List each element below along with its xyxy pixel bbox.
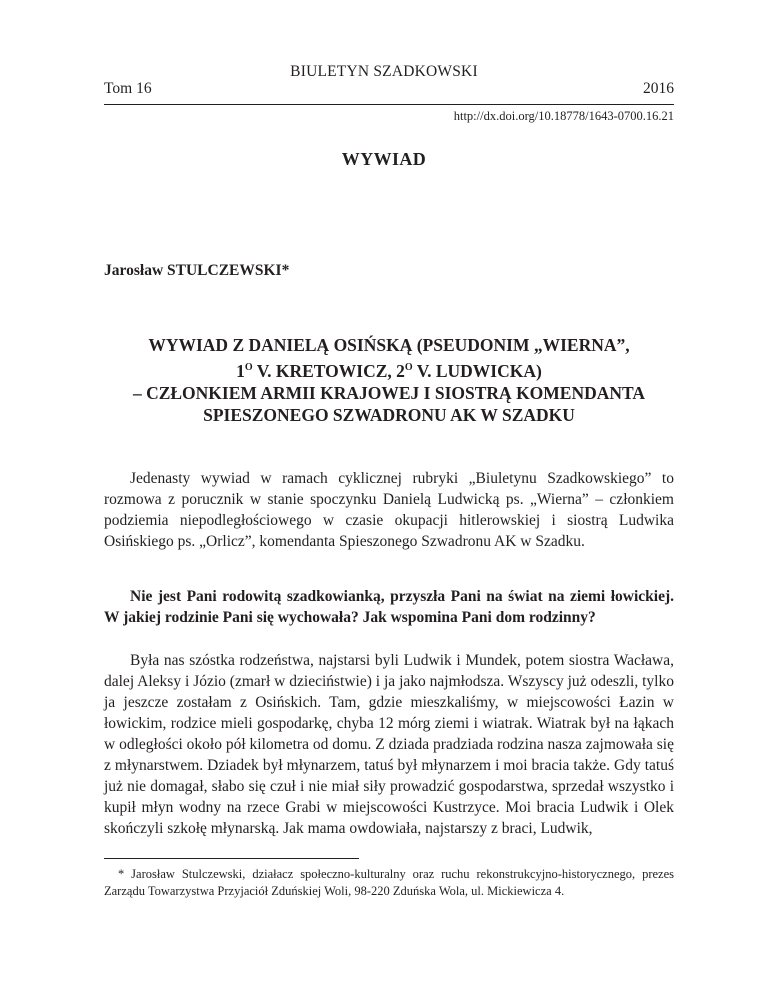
title-line-2-part-a: 1	[236, 360, 245, 381]
title-superscript-1: O	[244, 361, 253, 373]
section-heading: WYWIAD	[341, 149, 427, 169]
journal-title: BIULETYN SZADKOWSKI	[290, 63, 478, 80]
article-title	[104, 334, 674, 427]
footnote-rule	[104, 858, 359, 859]
title-line-3: – CZŁONKIEM ARMII KRAJOWEJ I SIOSTRĄ KOMENDANTA	[132, 382, 646, 403]
interview-question: Nie jest Pani rodowitą szadkowianką, przyszła Pani na świat na ziemi łowickiej. W jakiej rodzinie Pani się wychowała? Jak wspomina Pani dom rodzinny?	[104, 588, 674, 626]
header-rule	[104, 104, 674, 105]
interview-answer: Była nas szóstka rodzeństwa, najstarsi byli Ludwik i Mundek, potem siostra Wacława, dalej Aleksy i Józio (zmarł w dzieciństwie) i ja jako najmłodsza. Wszyscy już odeszli, tylko ja jeszcze zostałam z Osińskich. Tam, gdzie mieszkaliśmy, w miejscowości Łazin w łowickim, rodzice mieli gospodarkę, chyba 12 mórg ziemi i wiatrak. Wiatrak był na łąkach w odległości około pół kilometra od domu. Z dziada pradziada rodzina nasza zajmowała się z młynarstwem. Dziadek był młynarzem, tatuś był młynarzem i moi bracia także. Gdy tatuś już nie domagał, słabo się czuł i nie miał siły prowadzić gospodarstwa, sprzedał wszystko i kupił młyn wodny na rzece Grabi w miejscowości Kustrzyce. Moi bracia Ludwik i Olek skończyli szkołę młynarską. Jak mama owdowiała, najstarszy z braci, Ludwik,	[104, 652, 674, 837]
title-line-2-part-c: V. LUDWICKA)	[412, 360, 542, 381]
title-line-4: SPIESZONEGO SZWADRONU AK W SZADKU	[203, 405, 575, 426]
author-name: Jarosław STULCZEWSKI*	[104, 262, 290, 279]
title-superscript-2: O	[404, 361, 413, 373]
title-line-2	[104, 357, 674, 382]
title-line-2-part-b: V. KRETOWICZ, 2	[252, 360, 405, 381]
year-label: 2016	[643, 80, 674, 97]
footnote: * Jarosław Stulczewski, działacz społeczno-kulturalny oraz ruchu rekonstrukcyjno-historycznego, prezes Zarządu Towarzystwa Przyjaciół Zduńskiej Woli, 98-220 Zduńska Wola, ul. Mickiewicza 4.	[104, 867, 674, 898]
title-line-1: WYWIAD Z DANIELĄ OSIŃSKĄ (PSEUDONIM „WIERNA”,	[148, 335, 630, 355]
volume-label: Tom 16	[104, 80, 152, 97]
intro-paragraph: Jedenasty wywiad w ramach cyklicznej rubryki „Biuletynu Szadkowskiego” to rozmowa z porucznik w stanie spoczynku Danielą Ludwicką ps. „Wierna” – członkiem podziemia niepodległościowego w czasie okupacji hitlerowskiej i siostrą Ludwika Osińskiego ps. „Orlicz”, komendanta Spieszonego Szwadronu AK w Szadku.	[104, 470, 674, 550]
doi-link[interactable]: http://dx.doi.org/10.18778/1643-0700.16.21	[453, 109, 674, 123]
